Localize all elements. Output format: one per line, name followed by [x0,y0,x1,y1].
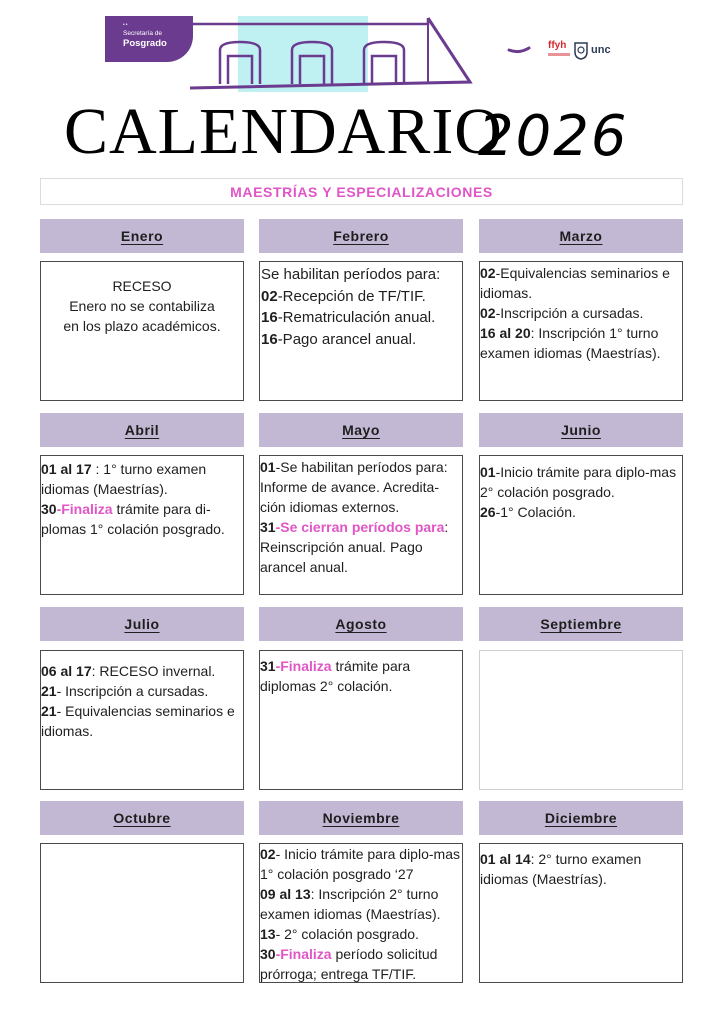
page-title: CALENDARIO [64,95,503,168]
entry-text: Enero no se contabiliza [69,298,215,314]
entry [480,303,682,323]
entry-text: : 2° turno examen idiomas (Maestrías). [480,851,642,887]
entry-text: -Inscripción a cursadas. [495,305,644,321]
entry-highlight: -Se cierran períodos para [275,519,445,535]
entry-date: 21 [41,683,57,699]
entry-highlight: -Finaliza [275,658,332,674]
entry [261,329,462,351]
entry [480,502,682,522]
entry-text: -Se habilitan períodos para: Informe de avance. Acredita-ción idiomas externos. [260,459,448,515]
entry-text: período solicitud prórroga; entrega TF/TIF. [260,946,438,982]
month-box-noviembre [259,843,463,983]
month-name: Abril [124,422,160,438]
month-box-octubre [40,843,244,983]
entry-text: -Pago arancel anual. [277,330,417,348]
logo-line-1: Secretaría de [123,30,163,37]
month-box-diciembre [479,843,683,983]
entry-text: - Equivalencias seminarios e idiomas. [41,703,235,739]
entry-date: 31 [260,519,276,535]
month-name: Junio [561,422,601,438]
page-title-year: 2026 [478,104,629,169]
entry [260,656,462,696]
month-header-enero [40,219,244,253]
month-name: Noviembre [322,810,400,826]
entry-date: 21 [41,703,57,719]
entry-date: 13 [260,926,276,942]
month-box-abril [40,455,244,595]
entry-text: RECESO [112,278,172,294]
month-name: Agosto [335,616,387,632]
entry-date: 02 [260,846,276,862]
month-header-abril [40,413,244,447]
entry [480,849,682,889]
subtitle-text: MAESTRÍAS Y ESPECIALIZACIONES [230,183,493,200]
entry [260,924,462,944]
entry-text: : Reinscripción anual. Pago arancel anual. [260,519,449,575]
entry-text: : Inscripción 2° turno examen idiomas (Maestrías). [260,886,441,922]
entry-text: -Inicio trámite para diplo-mas 2° colación posgrado. [480,464,677,500]
month-box-enero [40,261,244,401]
entry-text: - Inscripción a cursadas. [56,683,209,699]
entry-date: 01 al 14 [480,851,531,867]
month-box-marzo [479,261,683,401]
entry-date: 01 [260,459,276,475]
month-name: Mayo [342,422,380,438]
ffyh-underline [548,53,570,56]
unc-seal-icon [573,40,589,60]
month-header-agosto [259,607,463,641]
entry-text: - 2° colación posgrado. [275,926,419,942]
logo-line-2: Posgrado [123,38,167,49]
entry-text: en los plazo académicos. [63,318,221,334]
entry [41,681,243,701]
entry [480,323,682,363]
logo-dots: •• [123,22,129,28]
entry-text: : RECESO invernal. [91,663,216,679]
entry-text: : Inscripción 1° turno examen idiomas (Maestrías). [480,325,661,361]
month-name: Enero [120,228,164,244]
entry [41,459,243,499]
entry-date: 02 [480,305,496,321]
entry-date: 02 [261,287,278,305]
entry-date: 16 [261,309,278,326]
entry-text: trámite para di-plomas 1° colación posgrado. [41,501,225,537]
entry-date: 09 al 13 [260,886,311,902]
entry [260,844,462,884]
entry [261,286,462,308]
building-illustration-icon [190,14,510,94]
month-header-octubre [40,801,244,835]
entry [41,499,243,539]
entry [260,517,462,577]
entry-text: : 1° turno examen idiomas (Maestrías). [41,461,207,497]
month-name: Septiembre [540,616,622,632]
entry-text: -Equivalencias seminarios e idiomas. [480,265,670,301]
divider-dash-icon [507,44,531,54]
month-box-febrero [259,261,463,401]
month-header-marzo [479,219,683,253]
entry-date: 06 al 17 [41,663,92,679]
entry-date: 31 [260,658,276,674]
entry-date: 01 al 17 [41,461,92,477]
entry-date: 16 al 20 [480,325,531,341]
month-name: Octubre [113,810,171,826]
month-box-junio [479,455,683,595]
entry-text: - Inicio trámite para diplo-mas 1° colación posgrado ‘27 [260,846,460,882]
month-name: Julio [124,616,160,632]
month-header-julio [40,607,244,641]
month-header-febrero [259,219,463,253]
ffyh-logo: ffyh [548,40,567,51]
entry [480,263,682,303]
unc-logo: unc [591,44,611,56]
secretaria-posgrado-logo [105,16,193,62]
entry-date: 01 [480,464,496,480]
month-box-julio [40,650,244,790]
entry [261,307,462,329]
entry [260,884,462,924]
entry-date: 02 [480,265,496,281]
month-box-septiembre [479,650,683,790]
entry [41,701,243,741]
month-box-agosto [259,650,463,790]
entry-highlight: -Finaliza [275,946,332,962]
month-name: Marzo [559,228,603,244]
month-name: Febrero [333,228,389,244]
entry-text: -Rematriculación anual. [277,309,436,326]
entry [41,661,243,681]
entry-date: 30 [260,946,276,962]
month-header-junio [479,413,683,447]
entry-text: trámite para diplomas 2° colación. [260,658,411,694]
month-name: Diciembre [544,810,618,826]
entry [260,457,462,517]
entry-highlight: -Finaliza [56,501,113,517]
entry-date: 30 [41,501,57,517]
month-header-mayo [259,413,463,447]
entry-date: 26 [480,504,496,520]
month-header-noviembre [259,801,463,835]
month-header-septiembre [479,607,683,641]
entry-text: -Recepción de TF/TIF. [277,287,426,305]
month-header-diciembre [479,801,683,835]
entry-date: 16 [261,330,278,348]
entry-intro: Se habilitan períodos para: [261,266,441,283]
entry-text: -1° Colación. [495,504,576,520]
entry [260,944,462,984]
month-box-mayo [259,455,463,595]
entry [480,462,682,502]
subtitle-bar [40,178,683,205]
